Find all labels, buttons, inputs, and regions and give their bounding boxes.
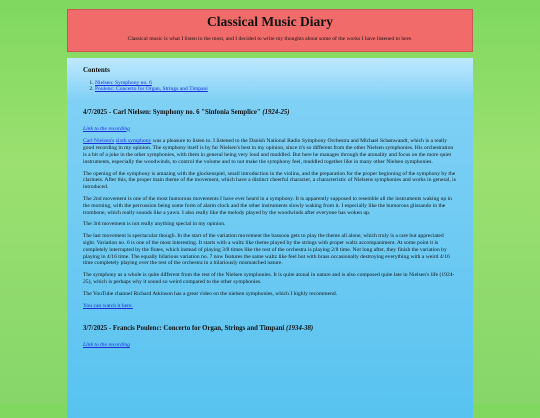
- site-header: [67, 9, 473, 52]
- symphony-link[interactable]: sixth symphony: [115, 138, 152, 145]
- entry-title: [83, 110, 457, 117]
- recording-link-row: [83, 126, 457, 133]
- entry-title-text: 4/7/2025 - Carl Nielsen: Symphony no. 6 "Sinfonia Semplice": [83, 108, 261, 116]
- toc-list: [83, 80, 457, 93]
- paragraph-2: The opening of the symphony is amazing with the glockenspiel, small introduction in the violins, and the preparation for the proper beginning of the symphony by the clarinets. After this, the proper main theme of the movement, which have a distinct cheerful character, a characteristic of Nielsens symphonies and works in general, is introduced.: [83, 170, 456, 191]
- watch-link-row: [83, 303, 457, 310]
- paragraph-4: The 3rd movement is not really anything special in my opinion.: [83, 221, 226, 228]
- table-of-contents: [83, 67, 457, 93]
- toc-link-nielsen[interactable]: Nielsen: Symphony no. 6: [95, 79, 152, 86]
- site-title: Classical Music Diary: [207, 14, 333, 29]
- main-content: [67, 58, 473, 418]
- recording-link[interactable]: Link to the recording: [83, 125, 130, 132]
- toc-heading: Contents: [83, 66, 110, 74]
- paragraph-3: The 2nd movement is one of the most humorous movements I have ever heard in a symphony. It is apparently supposed to resemble all the instruments waking up in the morning, with the percussion being some form of alarm clock and the other instruments slowly waking from it. I especially like the humorous glissando in the trombone, which really sounds like a yawn. I also really like the melody played by the woodwinds after everyone has woken up.: [83, 195, 452, 216]
- toc-item-poulenc: [95, 86, 457, 93]
- paragraph-7: The YouTube channel Richard Atkinson has a great video on the nielsen symphonies, which I highly recommend.: [83, 290, 338, 297]
- paragraph-6: The symphony as a whole is quite different from the rest of the Nielsen symphonies. It is quite atonal in nature and is also composed quite late in Nielsen's life (1924-25), which is perhaps why it sound so weird compared to the other symphonies.: [83, 272, 455, 285]
- entry-years: (1934-38): [285, 325, 314, 333]
- composer-link[interactable]: Carl Nielsen's: [83, 138, 115, 145]
- toc-link-poulenc[interactable]: Poulenc: Concerto for Organ, Strings and Timpani: [95, 86, 208, 93]
- recording-link-row: [83, 342, 457, 349]
- entry-poulenc: [83, 326, 457, 349]
- entry-title: [83, 326, 457, 333]
- site-subtitle: Classical music is what I listen to the most, and I decided to write my thoughts about some of the works I have listened to here.: [127, 36, 413, 42]
- entry-title-text: 3/7/2025 - Francis Poulenc: Concerto for Organ, Strings and Timpani: [83, 325, 285, 333]
- page-wrapper: [67, 9, 473, 418]
- recording-link[interactable]: Link to the recording: [83, 342, 130, 349]
- paragraph-1-text: was a pleasure to listen to. I listened to the Danish National Radio Symphony Orchestra and Michael Schønwandt, which is a really good recording in my opinion. The symphony itself is by far Nielsen's best in my opinion, since it's so different from the other Nielsen symphonies. His orchestration is a bit of a joke in the other symphonies, with them in general being very loud and muddled. But here he manages through the atonality and focus on the more quiet instruments, especially the woodwinds, to control the volume and to not make the symphony feel, muddled together like in many other Nielsen symphonies.: [83, 138, 454, 165]
- entry-years: (1924-25): [262, 108, 290, 116]
- watch-link[interactable]: You can watch it here.: [83, 302, 133, 309]
- paragraph-5: The last movement is spectacular though. In the start of the variation movement the bassoon gets to play the theme all alone, which truly is a rare but appreciated sight. Variation no. 6 is one of the most interesting. It starts with a waltz like theme played by the strings with proper waltz accompaniment. At some point it is completely interrupted by the flutes, which instead of playing 3/8 times like the rest of the orchestra is playing 2/8 time. Not long after, they finish the variation by playing in 4/16 time. The equally hilarious variation no. 7 now features the same waltz like feel but with brass occasionally destroying everything with a weird 4/16 time completely playing over the rest of the orchestra in a hilariously mismatched nature.: [83, 233, 450, 267]
- paragraph-1: [83, 138, 457, 165]
- entry-nielsen: [83, 110, 457, 310]
